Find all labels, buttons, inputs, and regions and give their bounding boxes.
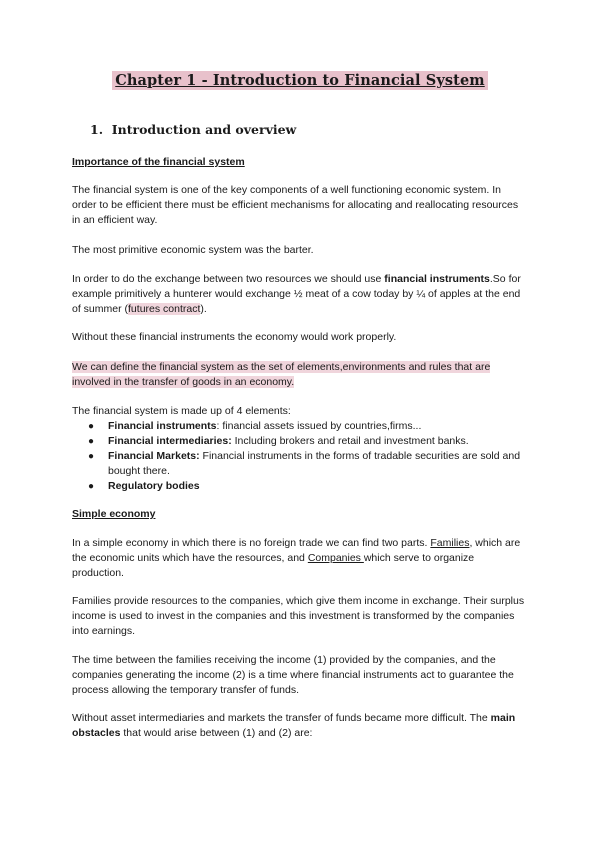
section-number: 1. (90, 122, 104, 137)
list-item (72, 434, 528, 449)
element-description: Including brokers and retail and investment banks. (231, 435, 469, 447)
main-obstacles-term: main obstacles (72, 712, 516, 739)
financial-instruments-term: financial instruments (384, 273, 490, 285)
importance-paragraph-6: The financial system is made up of 4 elements: (72, 405, 291, 417)
simple-paragraph-2: Families provide resources to the companies, which give them income in exchange. Their surplus income is used to invest in the companies and this investment is transformed by the companies into earnings. (72, 595, 525, 637)
list-item (72, 449, 528, 479)
importance-paragraph-1: The financial system is one of the key components of a well functioning economic system. In order to be efficient there must be efficient mechanisms for allocating and reallocating resources in an efficient way. (72, 184, 519, 226)
bullet-icon: ● (88, 421, 95, 432)
financial-system-definition (72, 360, 528, 390)
element-description: Financial instruments in the forms of tradable securities are sold and bought there. (108, 450, 521, 477)
importance-paragraph-2: The most primitive economic system was the barter. (72, 244, 314, 256)
importance-paragraph-3: In order to do the exchange between two resources we should use financial instruments.So for example primitively a hunterer would exchange ½ meat of a cow today by ¼ of apples at the end of summer (futures contract). (72, 273, 521, 315)
simple-paragraph-4: Without asset intermediaries and markets the transfer of funds became more difficult. The main obstacles that would arise between (1) and (2) are: (72, 712, 516, 739)
section-title: Introduction and overview (111, 122, 297, 137)
futures-contract-highlight: futures contract (128, 303, 201, 315)
element-term: Financial intermediaries: (108, 435, 232, 447)
bullet-icon: ● (88, 436, 95, 447)
list-item (72, 419, 528, 434)
list-item (72, 479, 528, 494)
element-description: : financial assets issued by countries,firms... (216, 420, 422, 432)
element-term: Financial Markets: (108, 450, 200, 462)
bullet-icon: ● (88, 481, 95, 492)
simple-paragraph-1: In a simple economy in which there is no foreign trade we can find two parts. Families, which are the economic units which have the resources, and Companies which serve to organize production. (72, 537, 521, 579)
importance-paragraph-4: Without these financial instruments the economy would work properly. (72, 331, 397, 343)
importance-heading: Importance of the financial system (72, 156, 245, 168)
families-term: Families (430, 537, 470, 549)
chapter-title: Chapter 1 - Introduction to Financial System (112, 71, 487, 90)
simple-economy-heading: Simple economy (72, 508, 156, 520)
element-term: Financial instruments (108, 420, 217, 432)
element-term: Regulatory bodies (108, 480, 200, 492)
bullet-icon: ● (88, 451, 95, 462)
companies-term: Companies (307, 552, 364, 564)
section-heading (90, 122, 296, 137)
simple-paragraph-3: The time between the families receiving the income (1) provided by the companies, and the companies generating the income (2) is a time where financial instruments act to guarantee the process allowing the temporary transfer of funds. (72, 654, 514, 696)
elements-list (72, 419, 528, 494)
definition-highlight: We can define the financial system as the set of elements,environments and rules that are involved in the transfer of goods in an economy. (72, 361, 491, 388)
